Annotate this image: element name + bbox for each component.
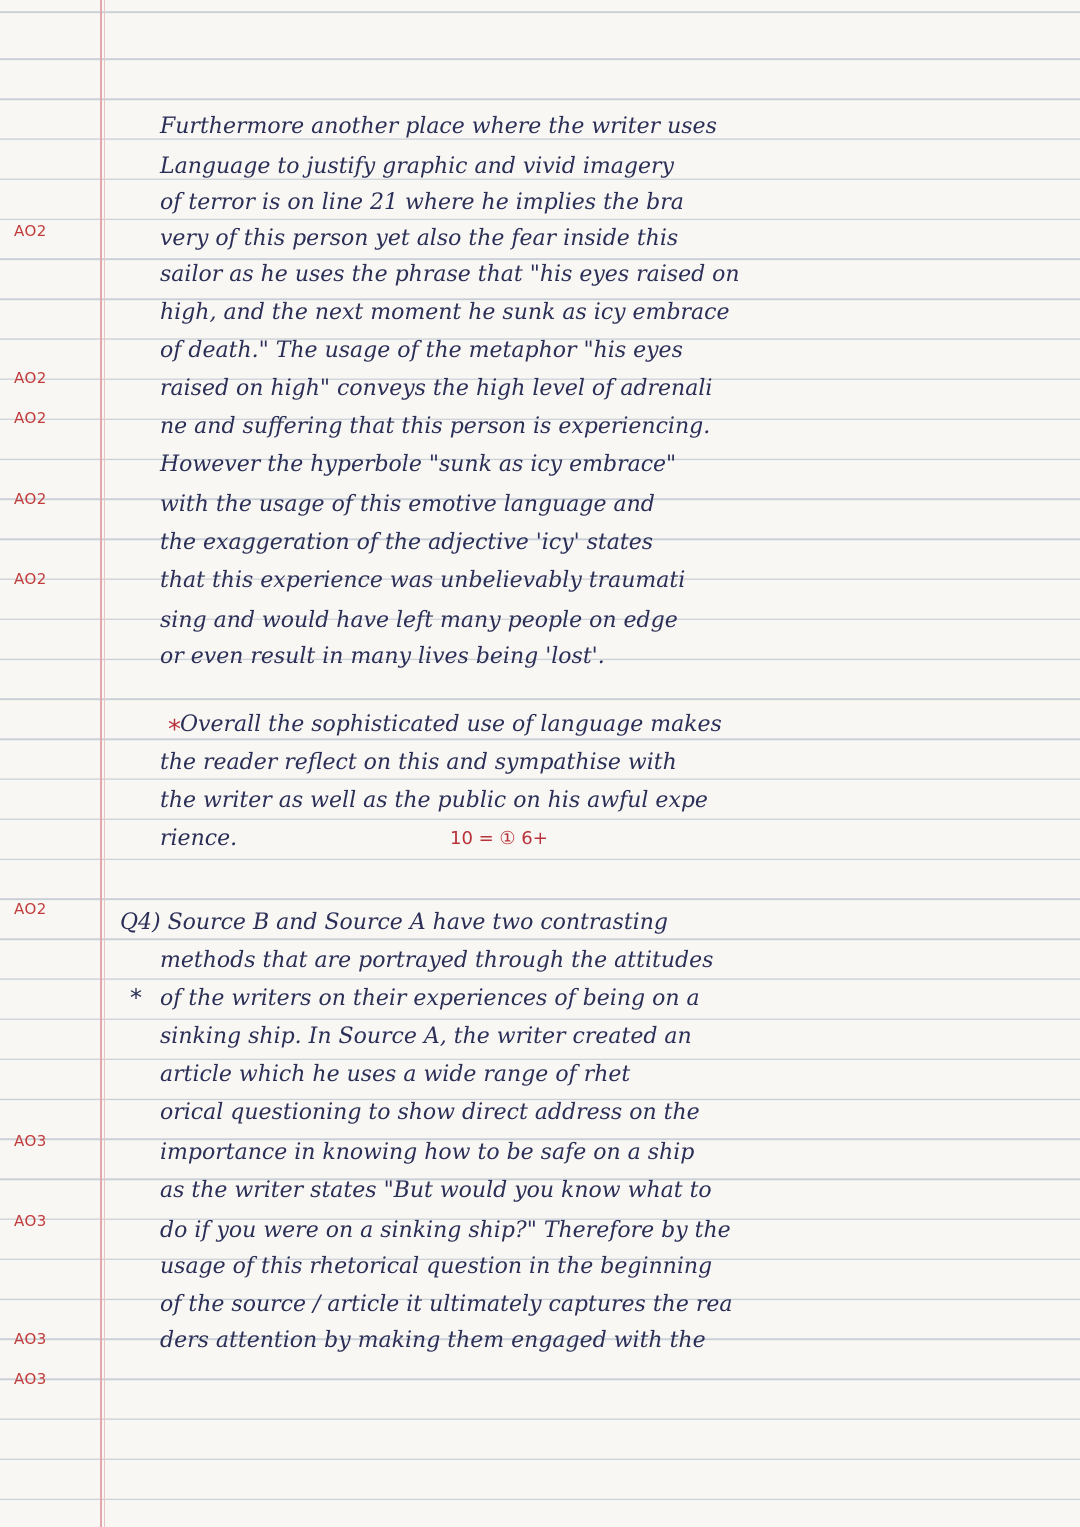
text-line: Language to justify graphic and vivid imagery xyxy=(160,154,674,179)
text-line: methods that are portrayed through the attitudes xyxy=(160,948,714,973)
text-line: as the writer states "But would you know what to xyxy=(160,1178,712,1203)
text-line: ne and suffering that this person is experiencing. xyxy=(160,414,711,439)
text-line: the writer as well as the public on his awful expe xyxy=(160,788,708,813)
text-line: raised on high" conveys the high level of adrenali xyxy=(160,376,713,401)
text-line: do if you were on a sinking ship?" Therefore by the xyxy=(160,1218,731,1243)
margin-label: AO3 xyxy=(14,1132,47,1150)
text-line: sailor as he uses the phrase that "his eyes raised on xyxy=(160,262,740,287)
text-line: importance in knowing how to be safe on a ship xyxy=(160,1140,695,1165)
margin-label: AO2 xyxy=(14,490,47,508)
text-line: or even result in many lives being 'lost'. xyxy=(160,644,605,669)
text-line: the reader reflect on this and sympathise with xyxy=(160,750,677,775)
text-line: rience. xyxy=(160,826,238,851)
margin-label: AO2 xyxy=(14,409,47,427)
text-line: orical questioning to show direct address on the xyxy=(160,1100,700,1125)
handwritten-text xyxy=(110,100,1050,1527)
margin-label: AO3 xyxy=(14,1370,47,1388)
text-line: article which he uses a wide range of rhet xyxy=(160,1062,631,1087)
text-line: of the source / article it ultimately captures the rea xyxy=(160,1292,733,1317)
margin-label: AO3 xyxy=(14,1212,47,1230)
text-line: with the usage of this emotive language and xyxy=(160,492,655,517)
margin-labels xyxy=(0,0,100,1527)
text-line: very of this person yet also the fear inside this xyxy=(160,226,679,251)
score-note: 10 = ① 6+ xyxy=(450,828,548,849)
text-line: usage of this rhetorical question in the beginning xyxy=(160,1254,713,1279)
text-line: that this experience was unbelievably traumati xyxy=(160,568,686,593)
margin-star: * xyxy=(130,984,142,1012)
text-line: However the hyperbole "sunk as icy embrace" xyxy=(160,452,677,477)
text-line: of the writers on their experiences of being on a xyxy=(160,986,700,1011)
margin-rule xyxy=(100,0,102,1527)
margin-star: * xyxy=(168,715,181,745)
text-line: Furthermore another place where the writer uses xyxy=(160,114,717,139)
text-line: of terror is on line 21 where he implies the bra xyxy=(160,190,684,215)
text-line: sing and would have left many people on edge xyxy=(160,608,678,633)
text-line: of death." The usage of the metaphor "his eyes xyxy=(160,338,683,363)
text-line: Q4) Source B and Source A have two contrasting xyxy=(120,910,668,935)
margin-label: AO2 xyxy=(14,900,47,918)
text-line: the exaggeration of the adjective 'icy' states xyxy=(160,530,654,555)
text-line: high, and the next moment he sunk as icy embrace xyxy=(160,300,730,325)
text-line: ders attention by making them engaged with the xyxy=(160,1328,706,1353)
margin-label: AO2 xyxy=(14,570,47,588)
text-line: sinking ship. In Source A, the writer created an xyxy=(160,1024,692,1049)
margin-label: AO3 xyxy=(14,1330,47,1348)
text-line: Overall the sophisticated use of language makes xyxy=(180,712,722,737)
margin-label: AO2 xyxy=(14,222,47,240)
margin-label: AO2 xyxy=(14,369,47,387)
margin-rule-inner xyxy=(104,0,105,1527)
